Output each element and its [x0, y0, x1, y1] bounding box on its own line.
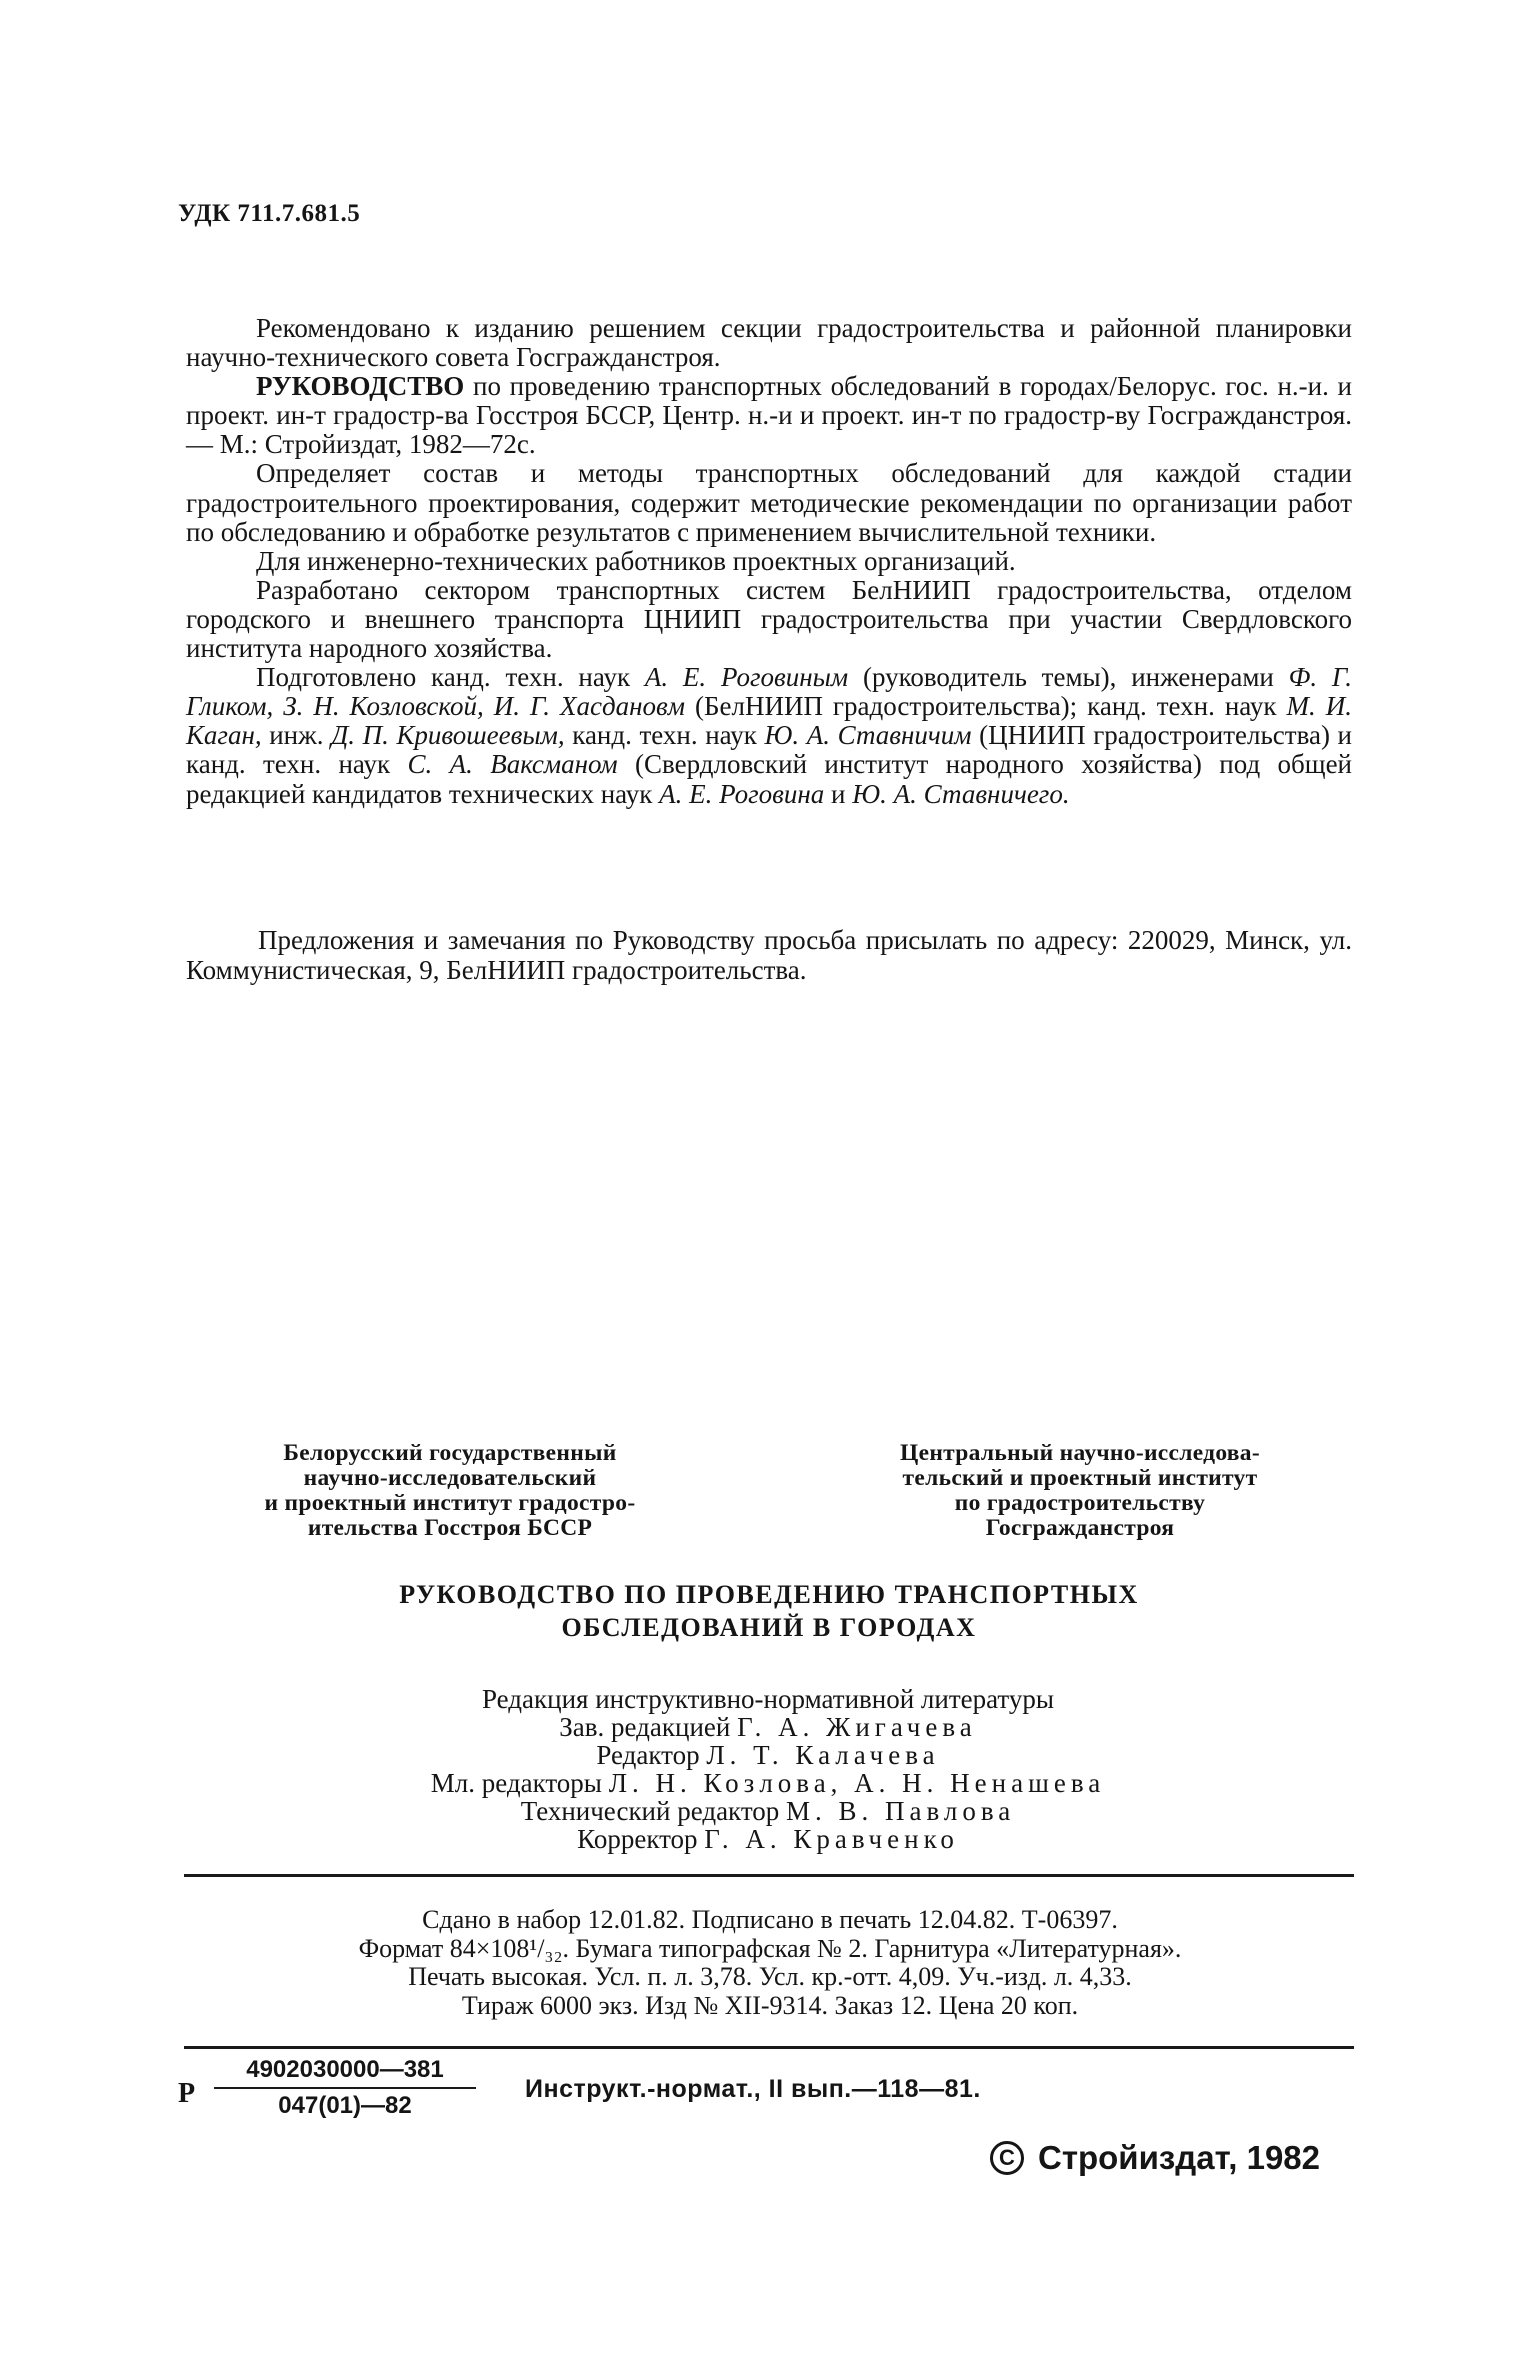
title-lead: РУКОВОДСТВО [256, 371, 465, 402]
prepared-text: (ЦНИИП градостроительства) и канд. техн. наук [186, 720, 1353, 780]
prepared-text: (Свердловский институт народного хозяйства) под общей редакцией кандидатов технических наук [186, 749, 1352, 809]
staff-person: Г. А. Жигачева [737, 1712, 977, 1742]
author-name: Ю. А. Ставничего. [852, 778, 1070, 809]
institute-line: и проектный институт градостро- [264, 1490, 636, 1516]
print-line: Печать высокая. Усл. п. л. 3,78. Усл. кр.-отт. 4,09. Уч.-изд. л. 4,33. [408, 1962, 1132, 1991]
para-bibliographic [186, 372, 1352, 459]
author-name: М. И. Каган, [186, 691, 1352, 751]
annotation-block [186, 314, 1352, 809]
print-line: Сдано в набор 12.01.82. Подписано в печать 12.04.82. Т-06397. [422, 1905, 1118, 1934]
prepared-text: инж. [261, 720, 332, 751]
staff-person: Г. А. Кравченко [704, 1824, 959, 1854]
institute-line: тельский и проектный институт [902, 1465, 1258, 1491]
plan-note: Инструкт.-нормат., II вып.—118—81. [525, 2075, 981, 2103]
para-recommended: Рекомендовано к изданию решением секции градостроительства и районной планировки научно-технического совета Госгражданстроя. [186, 313, 1352, 373]
print-line: Формат 84×108¹/₃₂. Бумага типографская № 2. Гарнитура «Литературная». [358, 1933, 1182, 1963]
staff-line: Редакция инструктивно-нормативной литературы [482, 1684, 1054, 1714]
prepared-text: (БелНИИП градостроительства); канд. техн. наук [685, 691, 1287, 722]
author-name: А. Е. Роговина [659, 778, 825, 809]
staff-person: Л. Н. Козлова, А. Н. Ненашева [608, 1768, 1106, 1798]
copyright-icon: C [990, 2141, 1024, 2175]
divider-top [184, 1874, 1354, 1877]
staff-role: Корректор [577, 1824, 705, 1854]
institute-line: по градостроительству [954, 1490, 1206, 1516]
index-denominator: 047(01)—82 [278, 2092, 412, 2119]
author-name: С. А. Ваксманом [407, 749, 618, 780]
index-numerator: 4902030000—381 [246, 2056, 444, 2083]
institute-line: научно-исследовательский [303, 1465, 597, 1491]
author-name: Ф. Г. Гликом, З. Н. Козловской, И. Г. Хасдановм [186, 662, 1353, 722]
copyright-text: Стройиздат, 1982 [1038, 2139, 1321, 2176]
editorial-staff [200, 1685, 1336, 1853]
book-title-line: ОБСЛЕДОВАНИЙ В ГОРОДАХ [561, 1613, 977, 1642]
staff-line [200, 1825, 1336, 1853]
print-details [190, 1906, 1350, 2020]
staff-role: Технический редактор [520, 1796, 787, 1826]
catalog-index [214, 2056, 476, 2120]
institute-line: Белорусский государственный [283, 1440, 617, 1466]
para-defines: Определяет состав и методы транспортных обследований для каждой стадии градостроительного проектирования, содержит методические рекомендации по организации работ по обследованию и обработке результатов с применением вычислительной техники. [186, 458, 1352, 547]
prepared-text: Подготовлено канд. техн. наук [256, 662, 645, 693]
institute-right [820, 1441, 1340, 1541]
staff-person: М. В. Павлова [786, 1796, 1016, 1826]
institute-left [200, 1441, 700, 1541]
title-rest: по проведению транспортных обследований в городах/Белорус. гос. н.-и. и проект. ин-т градостр-ва Госстроя БССР, Центр. н.-и и проект. ин-т по градостр-ву Госгражданстроя. — М.: Стройиздат, 1982—72с. [186, 371, 1352, 460]
para-audience: Для инженерно-технических работников проектных организаций. [256, 545, 1016, 576]
institute-line: Госгражданстроя [985, 1515, 1175, 1541]
institute-line: Центральный научно-исследова- [900, 1440, 1260, 1466]
staff-role: Редактор [596, 1740, 707, 1770]
book-title [236, 1578, 1302, 1644]
staff-line [200, 1713, 1336, 1741]
book-title-line: РУКОВОДСТВО ПО ПРОВЕДЕНИЮ ТРАНСПОРТНЫХ [399, 1580, 1139, 1609]
copyright [990, 2139, 1320, 2177]
staff-person: Л. Т. Калачева [706, 1740, 940, 1770]
staff-role: Мл. редакторы [430, 1768, 609, 1798]
staff-line [200, 1741, 1336, 1769]
staff-line [200, 1769, 1336, 1797]
prepared-text: и [824, 778, 853, 809]
index-letter: Р [178, 2078, 196, 2109]
prepared-text: (руководитель темы), инженерами [848, 662, 1289, 693]
author-name: Ю. А. Ставничим [764, 720, 972, 751]
print-line: Тираж 6000 экз. Изд № XII-9314. Заказ 12. Цена 20 коп. [461, 1990, 1079, 2020]
para-prepared [186, 663, 1352, 808]
author-name: Д. П. Кривошеевым, [331, 720, 565, 751]
author-name: А. Е. Роговиным [644, 662, 849, 693]
feedback-address: Предложения и замечания по Руководству просьба присылать по адресу: 220029, Минск, ул. Коммунистическая, 9, БелНИИП градостроительства. [186, 925, 1352, 985]
staff-role: Зав. редакцией [559, 1712, 738, 1742]
prepared-text: канд. техн. наук [564, 720, 765, 751]
institute-line: ительства Госстроя БССР [307, 1515, 593, 1541]
divider-bottom [184, 2046, 1354, 2049]
staff-line [200, 1797, 1336, 1825]
udk-code: УДК 711.7.681.5 [178, 200, 361, 227]
para-developed: Разработано сектором транспортных систем БелНИИП градостроительства, отделом городского и внешнего транспорта ЦНИИП градостроительства при участии Свердловского института народного хозяйства. [186, 574, 1352, 664]
